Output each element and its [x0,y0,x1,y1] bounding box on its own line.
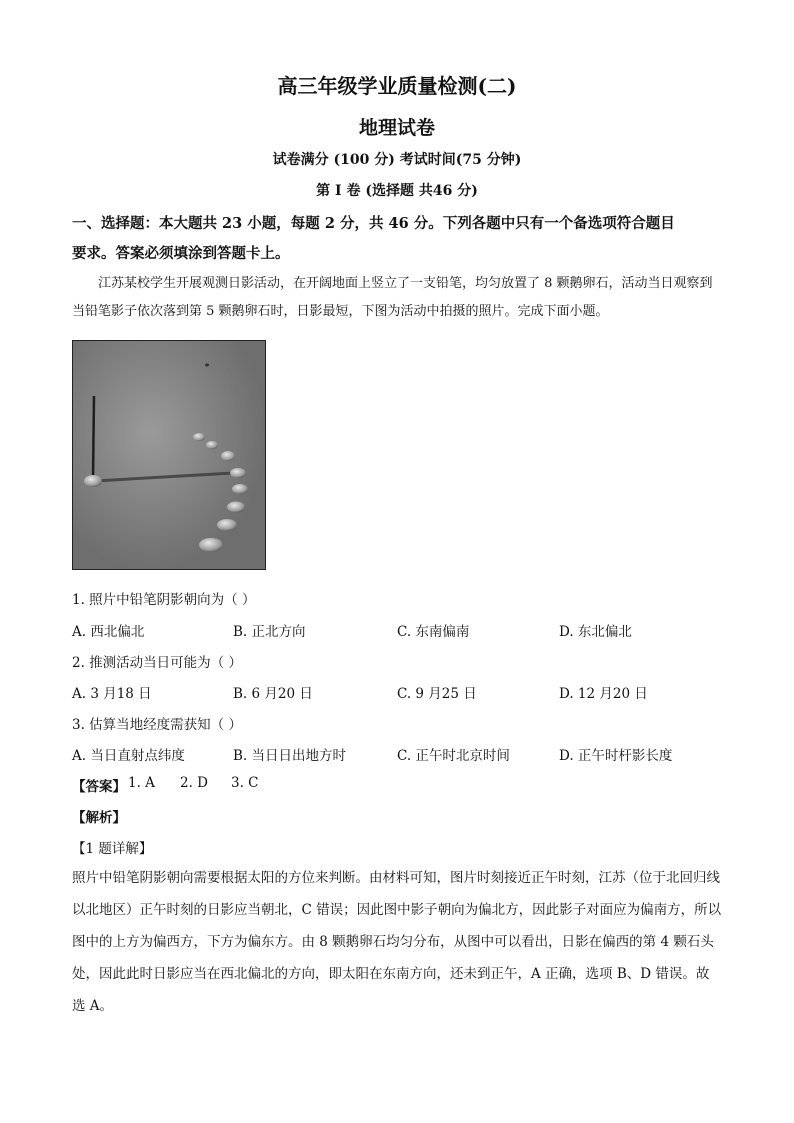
exam-title: 高三年级学业质量检测(二) [277,74,517,98]
question-2-option-d[interactable]: D. 12 月20 日 [559,686,648,702]
analysis-label: 【解析】 [72,810,126,826]
exam-part: 第 I 卷 (选择题 共46 分) [316,183,478,199]
question-2-option-a[interactable]: A. 3 月18 日 [72,686,152,702]
sundial-photo [72,340,266,570]
analysis-text: 照片中铅笔阴影朝向需要根据太阳的方位来判断。由材料可知，图片时刻接近正午时刻，江苏（位于北回归线以北地区）正午时刻的日影应当朝北，C 错误；因此图中影子朝向为偏北方，因此影子对面应为偏南方，所以图中的上方为偏西方，下方为偏东方。由 8 颗鹅卵石均匀分布，从图中可以看出，日影在偏西的第 4 颗石头处，因此此时日影应当在西北偏北的方向，即太阳在东南方向，还未到正午，A 正确，选项 B、D 错误。故选 A。 [72,870,722,1014]
exam-subject: 地理试卷 [358,117,435,139]
question-3-stem: 3. 估算当地经度需获知（ ） [72,717,242,733]
question-2-stem: 2. 推测活动当日可能为（ ） [72,655,242,671]
analysis-sub-label: 【1 题详解】 [72,841,153,857]
section-instructions-line2: 要求。答案必须填涂到答题卡上。 [72,245,290,262]
section-instructions-line1: 一、选择题：本大题共 23 小题，每题 2 分，共 46 分。下列各题中只有一个备选项符合题目 [72,215,675,232]
question-1-option-c[interactable]: C. 东南偏南 [397,624,470,640]
question-2-option-b[interactable]: B. 6 月20 日 [233,686,313,702]
question-3-option-a[interactable]: A. 当日直射点纬度 [72,748,185,764]
answer-item-1: 1. A [128,775,155,791]
question-1-stem: 1. 照片中铅笔阴影朝向为（ ） [72,592,256,608]
answer-item-3: 3. C [231,775,259,791]
exam-meta: 试卷满分 (100 分) 考试时间(75 分钟) [272,152,522,168]
question-2-option-c[interactable]: C. 9 月25 日 [397,686,477,702]
answer-label: 【答案】 [72,779,126,795]
question-3-option-c[interactable]: C. 正午时北京时间 [397,748,510,764]
question-1-option-a[interactable]: A. 西北偏北 [72,624,145,640]
question-1-option-b[interactable]: B. 正北方向 [233,624,306,640]
answer-item-2: 2. D [180,775,208,791]
question-1-option-d[interactable]: D. 东北偏北 [559,624,632,640]
question-3-option-d[interactable]: D. 正午时杆影长度 [559,748,673,764]
question-3-option-b[interactable]: B. 当日日出地方时 [233,748,347,764]
sundial-photo-image [73,341,266,570]
reading-passage: 江苏某校学生开展观测日影活动，在开阔地面上竖立了一支铅笔，均匀放置了 8 颗鹅卵石，活动当日观察到当铅笔影子依次落到第 5 颗鹅卵石时，日影最短，下图为活动中拍摄的照片。完成下面小题。 [72,276,713,319]
